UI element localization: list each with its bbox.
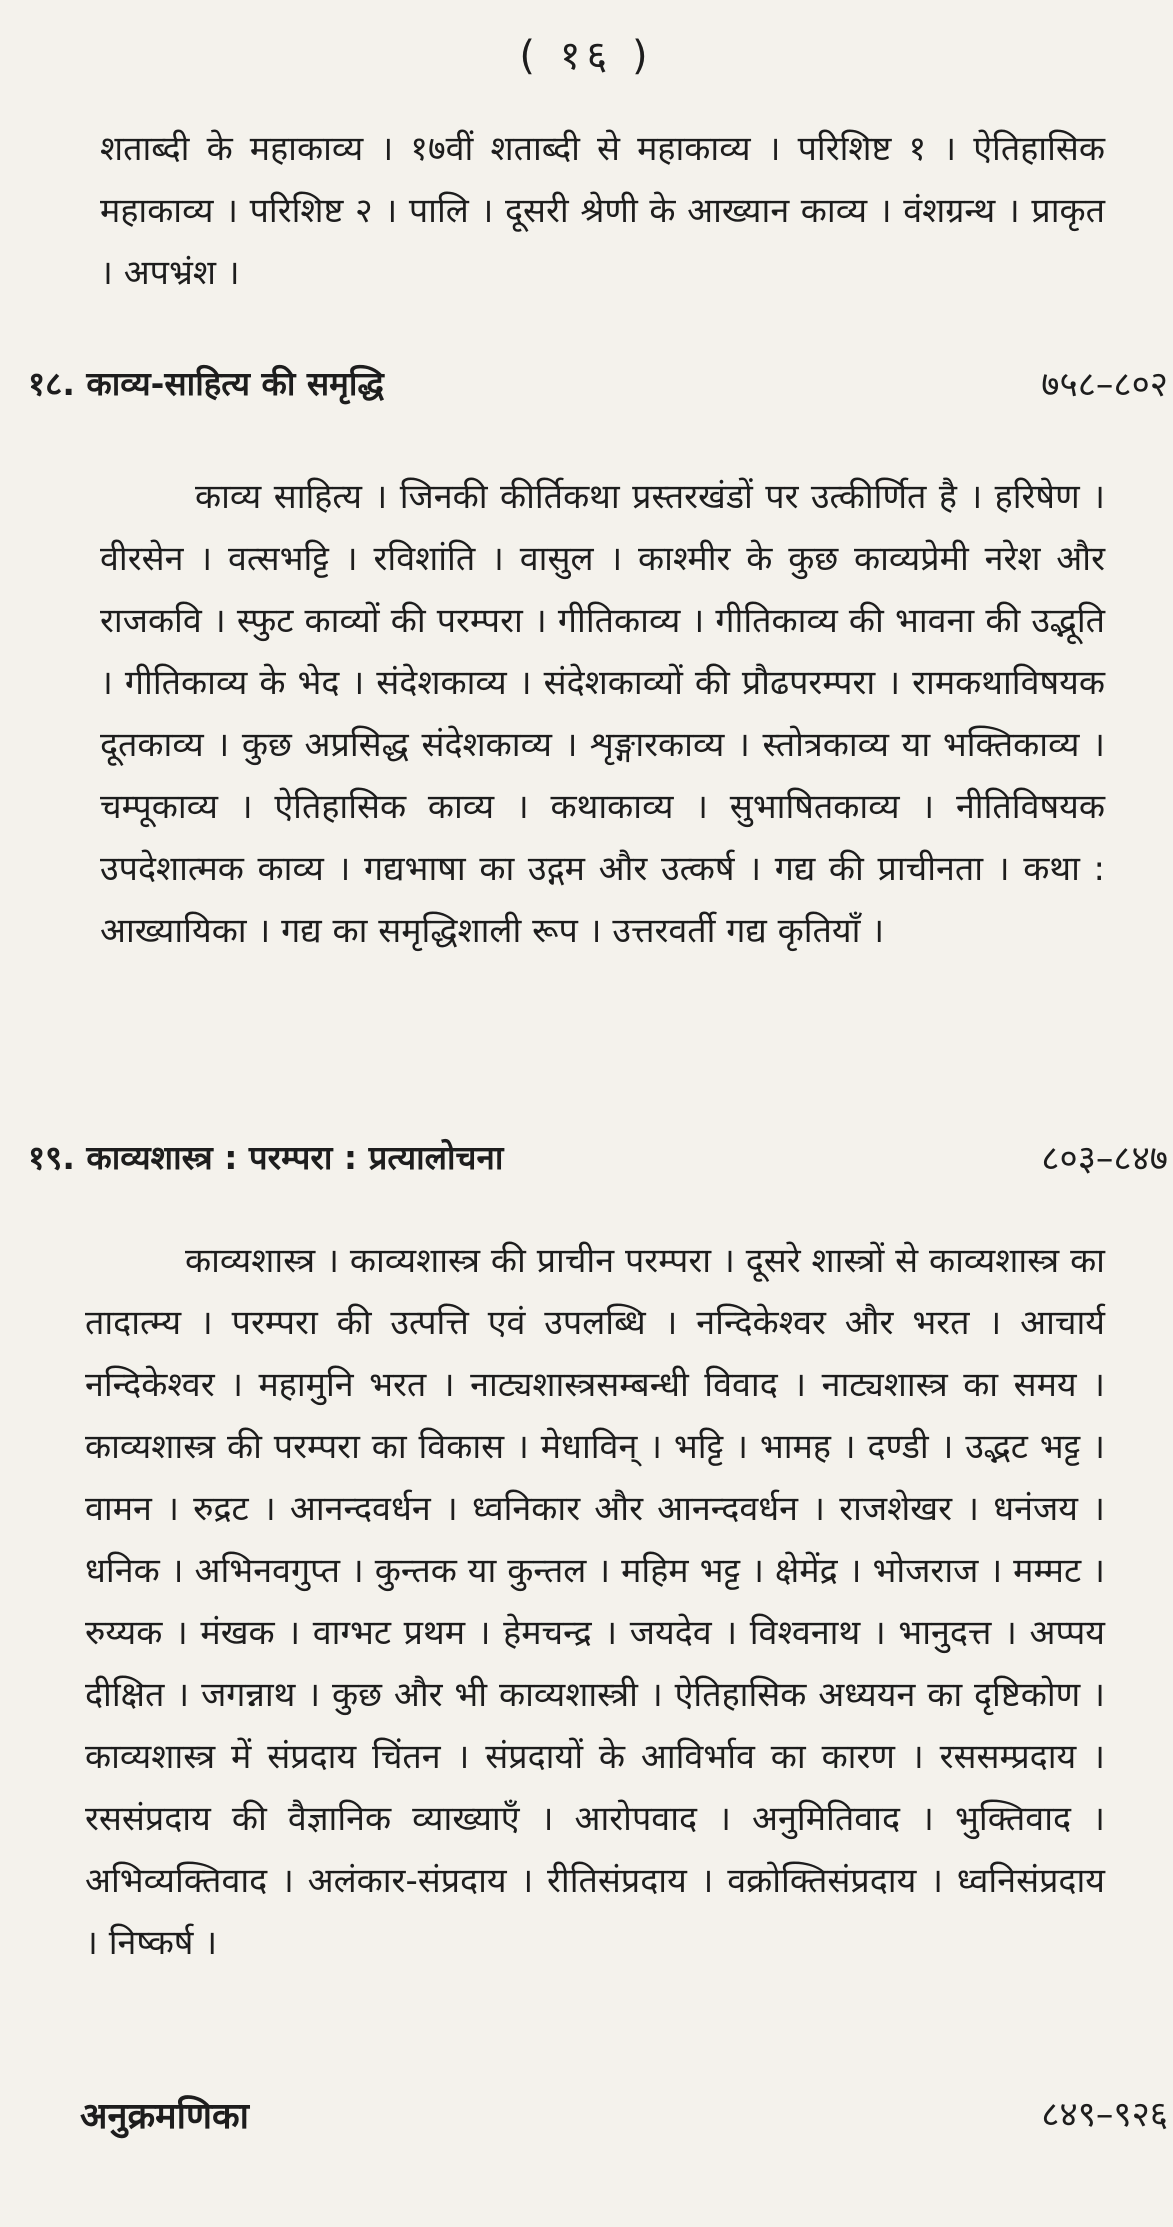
index-title: अनुक्रमणिका	[80, 2096, 249, 2137]
chapter-body-18: काव्य साहित्य । जिनकी कीर्तिकथा प्रस्तरखंडों पर उत्कीर्णित है । हरिषेण । वीरसेन । वत्सभट्टि । रविशांति । वासुल । काश्मीर के कुछ काव्यप्रेमी नरेश और राजकवि । स्फुट काव्यों की परम्परा । गीतिकाव्य । गीतिकाव्य की भावना की उद्भूति । गीतिकाव्य के भेद । संदेशकाव्य । संदेशकाव्यों की प्रौढपरम्परा । रामकथाविषयक दूतकाव्य । कुछ अप्रसिद्ध संदेशकाव्य । शृङ्गारकाव्य । स्तोत्रकाव्य या भक्तिकाव्य । चम्पूकाव्य । ऐतिहासिक काव्य । कथाकाव्य । सुभाषितकाव्य । नीतिविषयक उपदेशात्मक काव्य । गद्यभाषा का उद्गम और उत्कर्ष । गद्य की प्राचीनता । कथा : आख्यायिका । गद्य का समृद्धिशाली रूप । उत्तरवर्ती गद्य कृतियाँ ।	[100, 477, 1105, 951]
chapter-title-19: १९. काव्यशास्त्र : परम्परा : प्रत्यालोचना	[28, 1138, 504, 1177]
chapter-title-18: १८. काव्य-साहित्य की समृद्धि	[28, 364, 384, 403]
index-page-range: ८४९–९२६	[1041, 2095, 1168, 2135]
chapter-heading-18	[28, 360, 1168, 410]
chapter-heading-19	[28, 1134, 1168, 1184]
index-heading	[80, 2090, 1168, 2140]
chapter-page-range-19: ८०३–८४७	[1041, 1139, 1168, 1179]
chapter-body-19: काव्यशास्त्र । काव्यशास्त्र की प्राचीन परम्परा । दूसरे शास्त्रों से काव्यशास्त्र का तादात्म्य । परम्परा की उत्पत्ति एवं उपलब्धि । नन्दिकेश्वर और भरत । आचार्य नन्दिकेश्वर । महामुनि भरत । नाट्यशास्त्रसम्बन्धी विवाद । नाट्यशास्त्र का समय । काव्यशास्त्र की परम्परा का विकास । मेधाविन् । भट्टि । भामह । दण्डी । उद्भट भट्ट । वामन । रुद्रट । आनन्दवर्धन । ध्वनिकार और आनन्दवर्धन । राजशेखर । धनंजय । धनिक । अभिनवगुप्त । कुन्तक या कुन्तल । महिम भट्ट । क्षेमेंद्र । भोजराज । मम्मट । रुय्यक । मंखक । वाग्भट प्रथम । हेमचन्द्र । जयदेव । विश्वनाथ । भानुदत्त । अप्पय दीक्षित । जगन्नाथ । कुछ और भी काव्यशास्त्री । ऐतिहासिक अध्ययन का दृष्टिकोण । काव्यशास्त्र में संप्रदाय चिंतन । संप्रदायों के आविर्भाव का कारण । रससम्प्रदाय । रससंप्रदाय की वैज्ञानिक व्याख्याएँ । आरोपवाद । अनुमितिवाद । भुक्तिवाद । अभिव्यक्तिवाद । अलंकार-संप्रदाय । रीतिसंप्रदाय । वक्रोक्तिसंप्रदाय । ध्वनिसंप्रदाय । निष्कर्ष ।	[85, 1241, 1105, 1963]
intro-paragraph: शताब्दी के महाकाव्य । १७वीं शताब्दी से महाकाव्य । परिशिष्ट १ । ऐतिहासिक महाकाव्य । परिशिष्ट २ । पालि । दूसरी श्रेणी के आख्यान काव्य । वंशग्रन्थ । प्राकृत । अपभ्रंश ।	[100, 129, 1105, 293]
page-number: ( १६ )	[519, 33, 654, 79]
chapter-page-range-18: ७५८–८०२	[1041, 365, 1168, 405]
